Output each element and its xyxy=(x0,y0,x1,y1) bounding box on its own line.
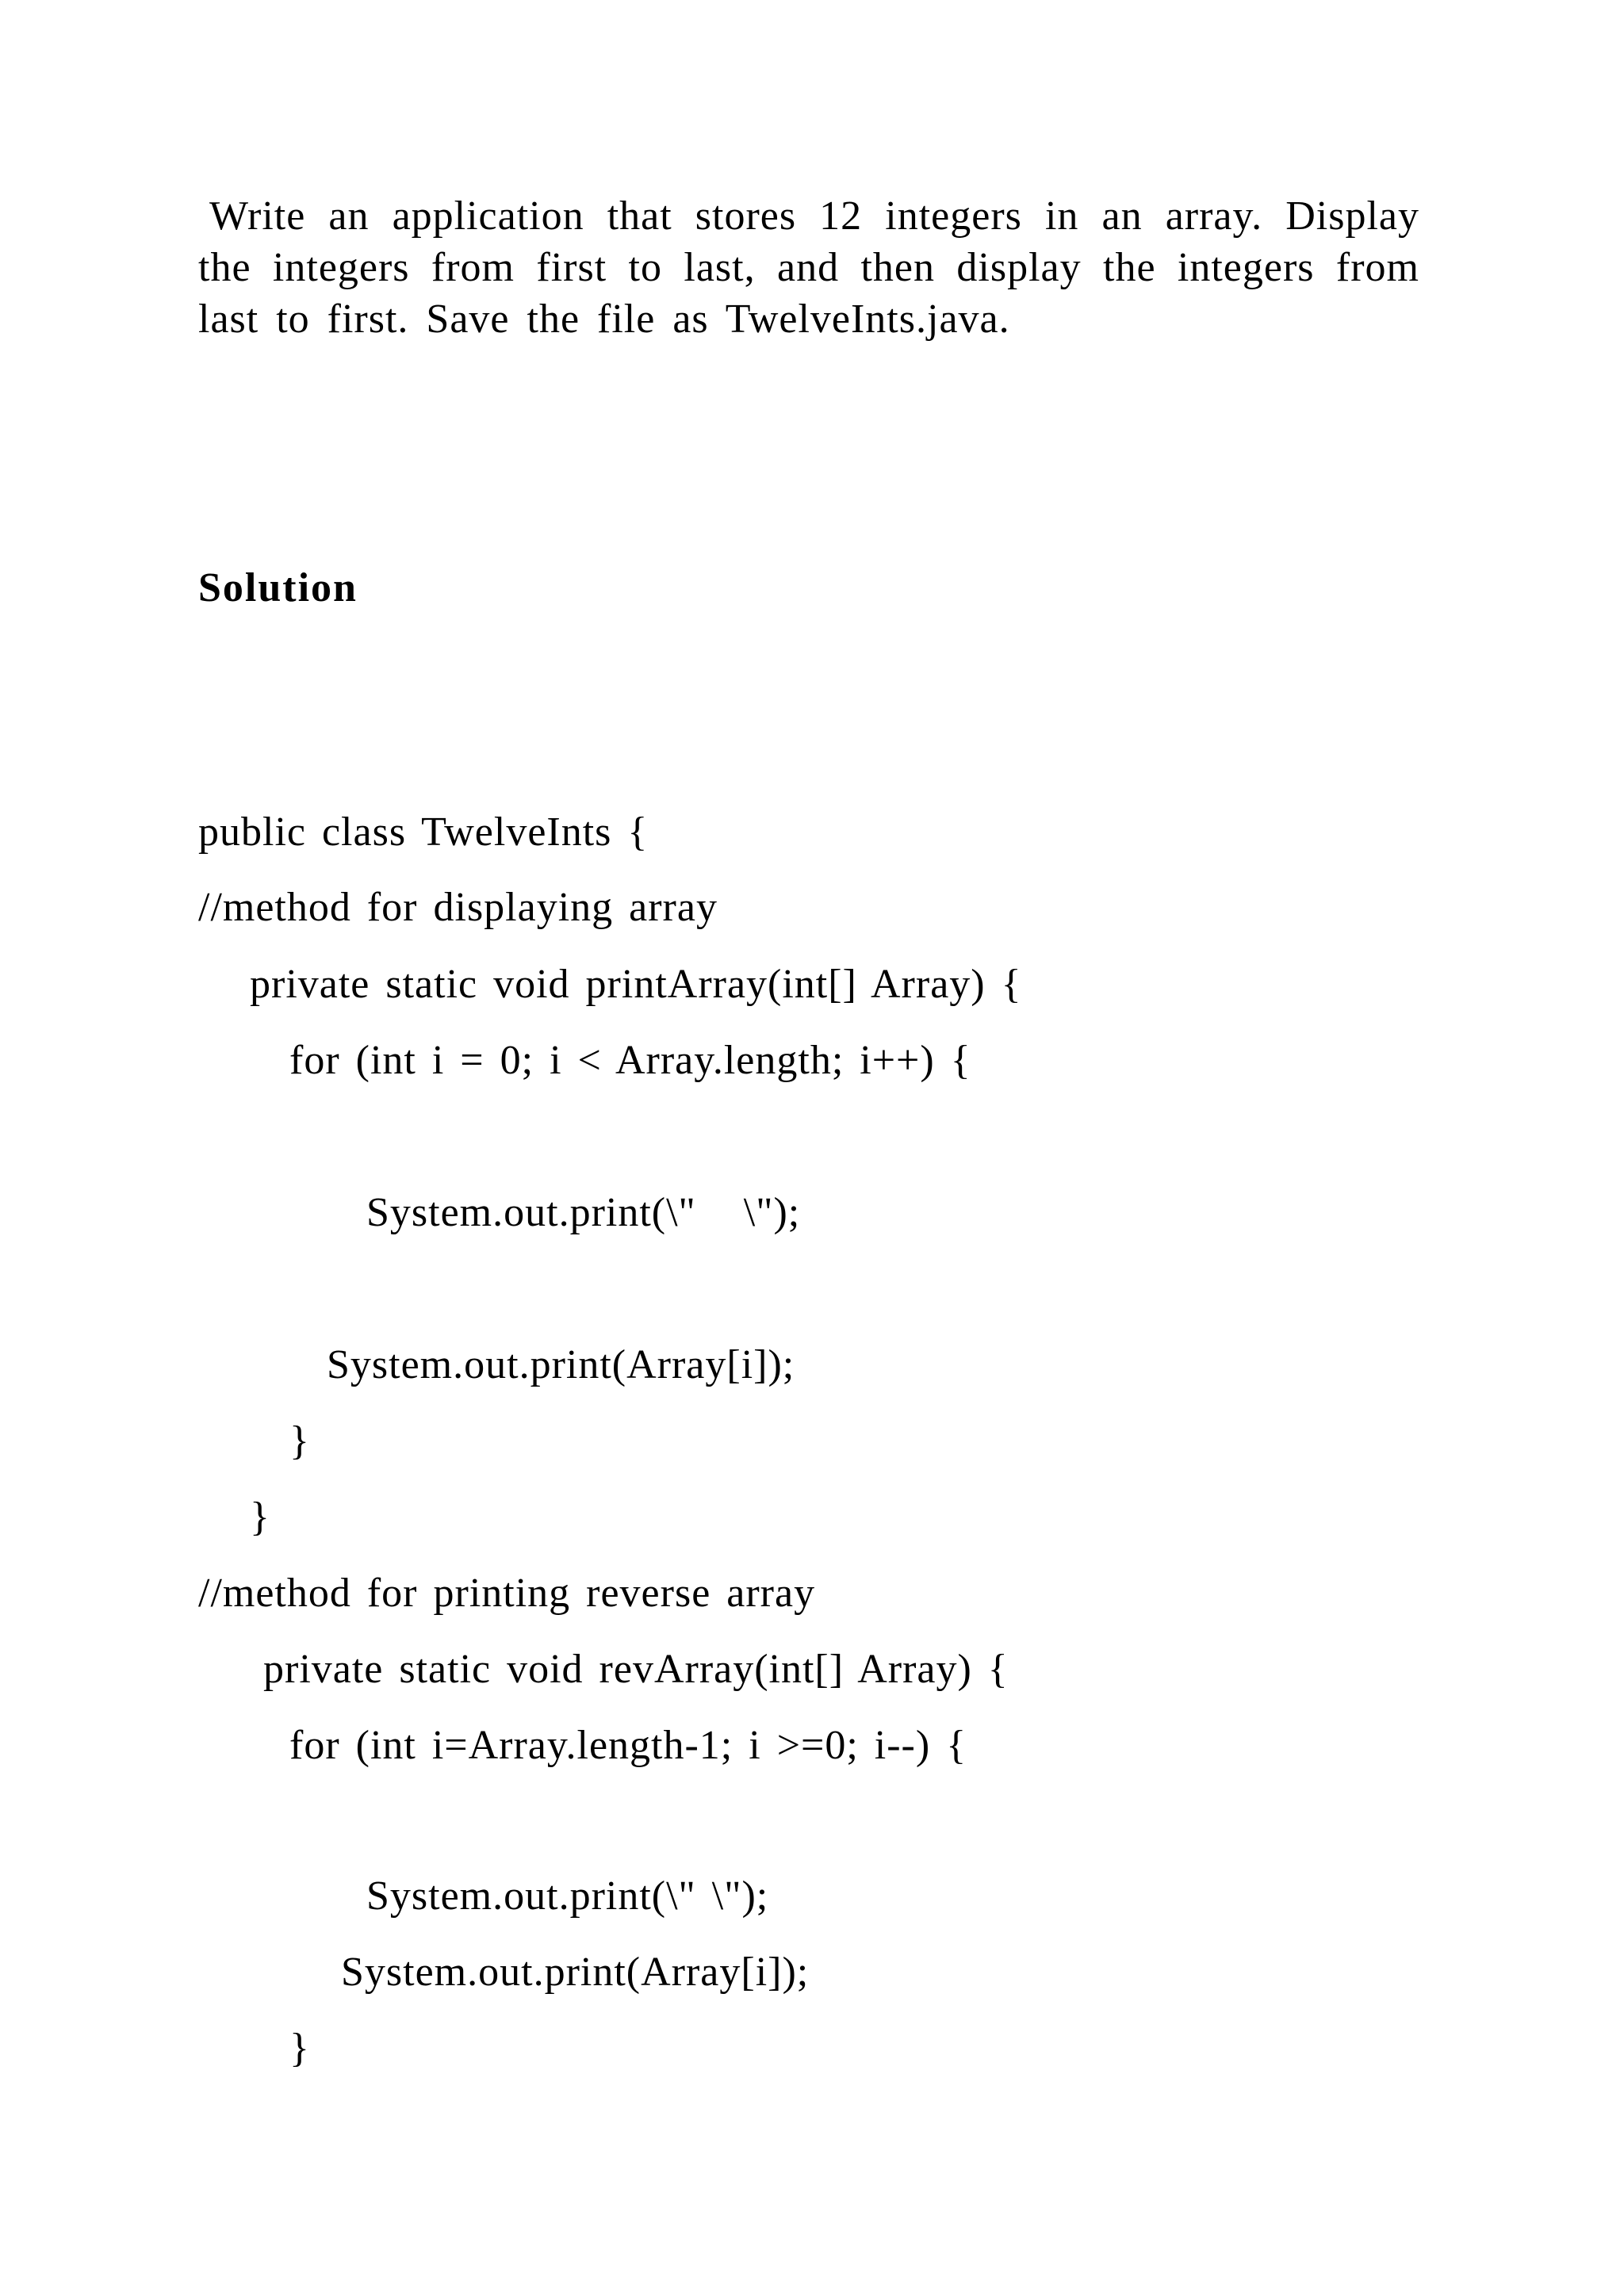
code-line: for (int i = 0; i < Array.length; i++) { xyxy=(289,1038,971,1083)
code-line: public class TwelveInts { xyxy=(198,809,649,855)
solution-heading: Solution xyxy=(198,565,358,610)
code-comment: //method for printing reverse array xyxy=(198,1571,816,1616)
code-line: private static void revArray(int[] Array) { xyxy=(263,1647,1009,1692)
code-line: for (int i=Array.length-1; i >=0; i--) { xyxy=(289,1723,967,1768)
question-text: Write an application that stores 12 integers in an array. Display the integers from first to last, and then display the integers from last to first. Save the file as TwelveInts.java. xyxy=(198,193,1419,342)
code-line: System.out.print(Array[i]); xyxy=(341,1950,810,1995)
code-line: System.out.print(\" \"); xyxy=(366,1873,769,1919)
code-comment: //method for displaying array xyxy=(198,885,718,930)
code-line: } xyxy=(289,1418,310,1464)
code-line: } xyxy=(289,2026,310,2071)
code-line: } xyxy=(250,1494,270,1540)
code-line: private static void printArray(int[] Array) { xyxy=(250,962,1022,1007)
code-line: System.out.print(\" \"); xyxy=(366,1190,801,1235)
code-line: System.out.print(Array[i]); xyxy=(327,1342,795,1387)
